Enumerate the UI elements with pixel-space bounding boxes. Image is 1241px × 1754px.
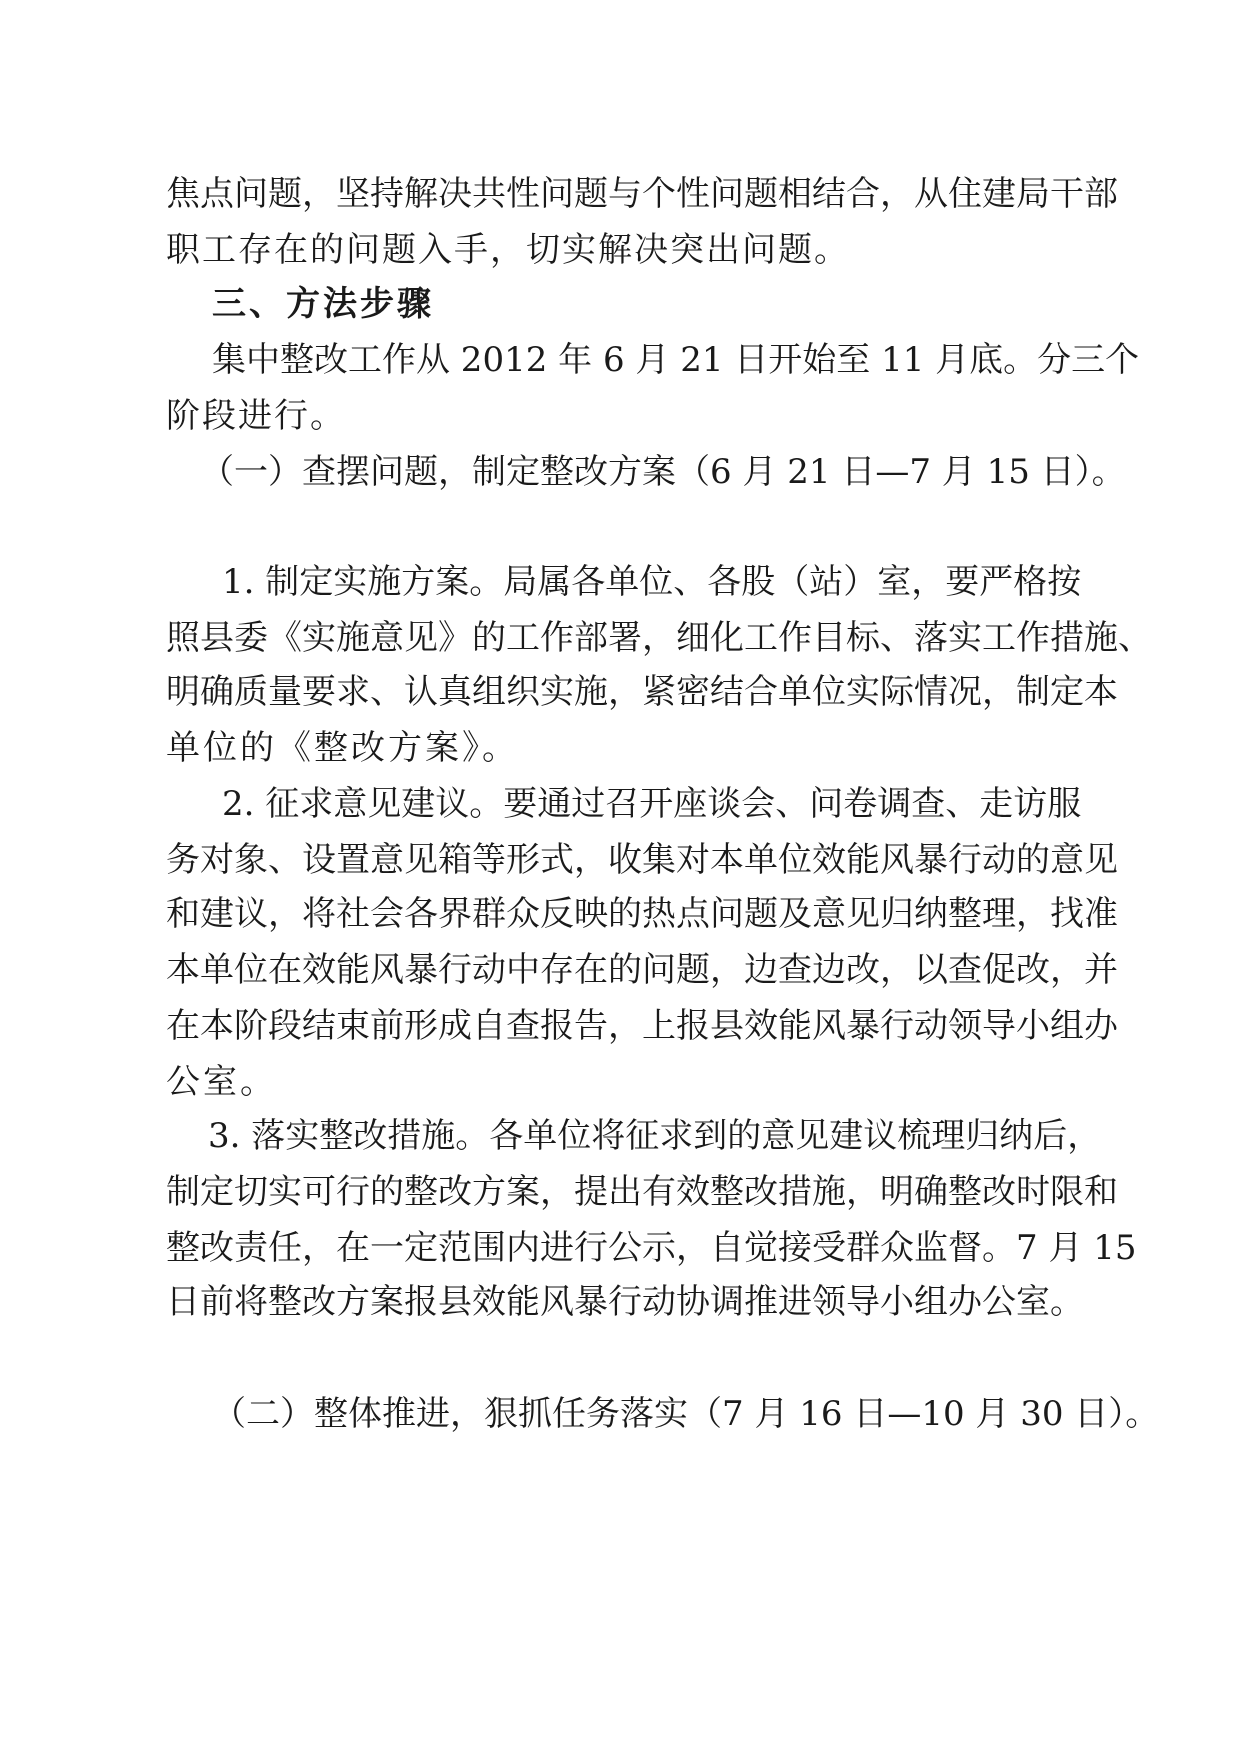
section-heading: 三、方法步骤 (212, 284, 434, 324)
paragraph-line: 2. 征求意见建议。要通过召开座谈会、问卷调查、走访服 (222, 784, 1082, 824)
paragraph-line: 务对象、设置意见箱等形式，收集对本单位效能风暴行动的意见 (166, 840, 1118, 880)
paragraph-line: 1. 制定实施方案。局属各单位、各股（站）室，要严格按 (222, 562, 1082, 602)
paragraph-line: 阶段进行。 (166, 396, 346, 436)
paragraph-line: 在本阶段结束前形成自查报告，上报县效能风暴行动领导小组办 (166, 1006, 1118, 1046)
paragraph-line: 日前将整改方案报县效能风暴行动协调推进领导小组办公室。 (166, 1282, 1084, 1322)
subsection-heading: （二）整体推进，狠抓任务落实（7 月 16 日—10 月 30 日）。 (212, 1394, 1160, 1434)
paragraph-line: 明确质量要求、认真组织实施，紧密结合单位实际情况，制定本 (166, 672, 1118, 712)
paragraph-line: 公室。 (166, 1062, 277, 1102)
paragraph-line: 和建议，将社会各界群众反映的热点问题及意见归纳整理，找准 (166, 894, 1118, 934)
paragraph-line: 本单位在效能风暴行动中存在的问题，边查边改，以查促改，并 (166, 950, 1118, 990)
paragraph-line: 整改责任，在一定范围内进行公示，自觉接受群众监督。7 月 15 (166, 1228, 1137, 1268)
paragraph-line: 3. 落实整改措施。各单位将征求到的意见建议梳理归纳后， (208, 1116, 1102, 1156)
paragraph-line: 单位的《整改方案》。 (166, 728, 519, 768)
subsection-heading: （一）查摆问题，制定整改方案（6 月 21 日—7 月 15 日）。 (200, 452, 1126, 492)
paragraph-line: 制定切实可行的整改方案，提出有效整改措施，明确整改时限和 (166, 1172, 1118, 1212)
paragraph-line: 焦点问题，坚持解决共性问题与个性问题相结合，从住建局干部 (166, 174, 1118, 214)
paragraph-line: 照县委《实施意见》的工作部署，细化工作目标、落实工作措施、 (166, 618, 1152, 658)
paragraph-line: 职工存在的问题入手，切实解决突出问题。 (166, 230, 850, 270)
paragraph-line: 集中整改工作从 2012 年 6 月 21 日开始至 11 月底。分三个 (212, 340, 1140, 380)
